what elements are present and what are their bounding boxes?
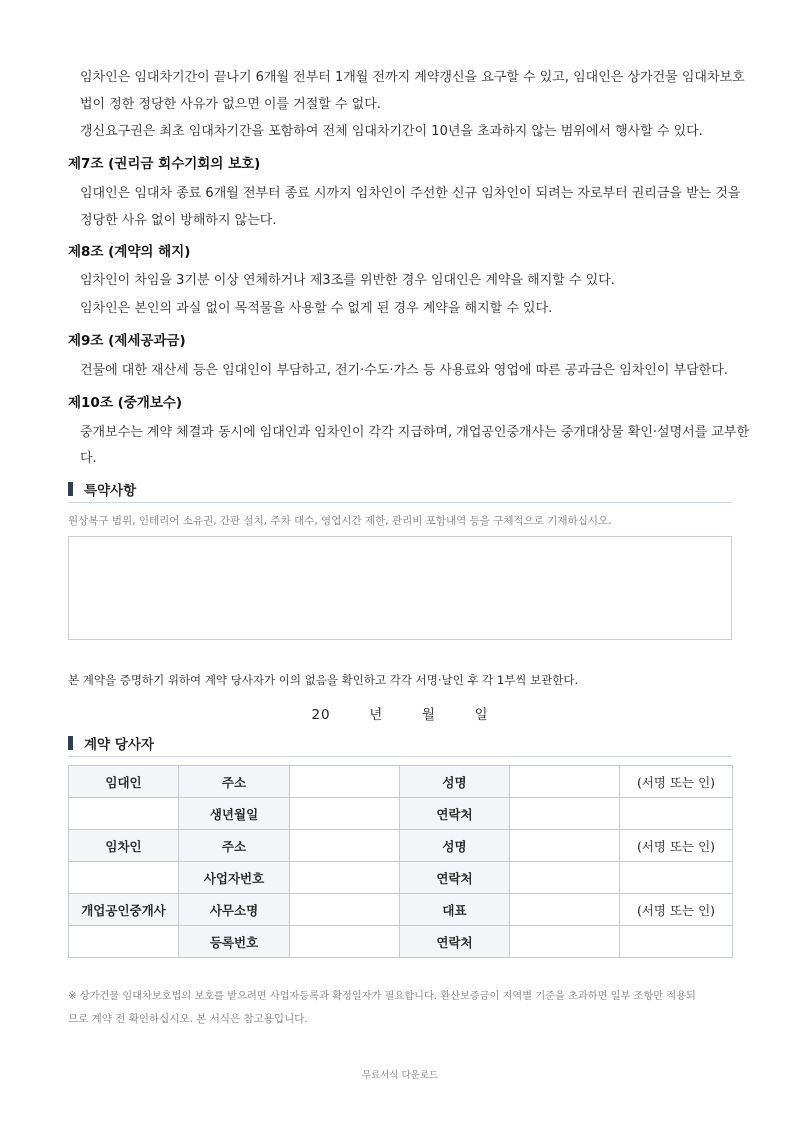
- table-row: [69, 766, 733, 798]
- signature-cell: [620, 862, 733, 894]
- table-row: [69, 830, 733, 862]
- special-terms-header: [68, 476, 732, 503]
- signature-cell[interactable]: (서명 또는 인): [620, 894, 733, 926]
- parties-table: [68, 765, 733, 958]
- legal-note-line2: 므로 계약 전 확인하십시오. 본 서식은 참고용입니다.: [68, 1013, 308, 1025]
- contract-date: [68, 703, 732, 723]
- special-terms-input[interactable]: [68, 536, 732, 640]
- lessor-address-field[interactable]: [290, 766, 400, 798]
- date-month-unit: 월: [421, 707, 436, 723]
- lessee-business-number-field[interactable]: [290, 862, 400, 894]
- article-10-line2: 다.: [80, 451, 97, 466]
- broker-office-field[interactable]: [290, 894, 400, 926]
- footer-text: 무료서식 다운로드: [361, 1070, 439, 1081]
- field-label: 연락처: [400, 926, 510, 958]
- field-label: 연락처: [400, 798, 510, 830]
- field-label: 등록번호: [179, 926, 290, 958]
- article-9-clause: 건물에 대한 재산세 등은 임대인이 부담하고, 전기·수도·가스 등 사용료와 영업에 따른 공과금은 임차인이 부담한다.: [80, 363, 728, 378]
- special-terms-heading: 특약사항: [84, 483, 137, 499]
- date-year-unit: 년: [369, 707, 384, 723]
- field-label: 연락처: [400, 862, 510, 894]
- party-cell: 임차인: [69, 830, 179, 862]
- field-label: 주소: [179, 830, 290, 862]
- article-10-title: 제10조 (중개보수): [68, 395, 183, 411]
- table-row: [69, 862, 733, 894]
- field-label: 대표: [400, 894, 510, 926]
- section-marker: [68, 482, 73, 496]
- party-cell: 임대인: [69, 766, 179, 798]
- party-cell: [69, 926, 179, 958]
- execution-statement: 본 계약을 증명하기 위하여 계약 당사자가 이의 없음을 확인하고 각각 서명·날인 후 각 1부씩 보관한다.: [68, 673, 579, 687]
- article-7-line2: 정당한 사유 없이 방해하지 않는다.: [80, 213, 277, 228]
- field-label: 성명: [400, 830, 510, 862]
- legal-note-line1: ※ 상가건물 임대차보호법의 보호를 받으려면 사업자등록과 확정일자가 필요합니다. 환산보증금이 지역별 기준을 초과하면 일부 조항만 적용되: [68, 991, 696, 1002]
- lessor-birthdate-field[interactable]: [290, 798, 400, 830]
- table-row: [69, 798, 733, 830]
- field-label: 주소: [179, 766, 290, 798]
- signature-cell: [620, 926, 733, 958]
- article-8-clause-2: 임차인은 본인의 과실 없이 목적물을 사용할 수 없게 된 경우 계약을 해지할 수 있다.: [80, 301, 553, 316]
- signature-cell: [620, 798, 733, 830]
- lessee-address-field[interactable]: [290, 830, 400, 862]
- broker-registration-field[interactable]: [290, 926, 400, 958]
- renewal-clause-line2: 법이 정한 정당한 사유가 없으면 이를 거절할 수 없다.: [80, 97, 381, 112]
- lessee-name-field[interactable]: [510, 830, 620, 862]
- renewal-limit-clause: 갱신요구권은 최초 임대차기간을 포함하여 전체 임대차기간이 10년을 초과하지 않는 범위에서 행사할 수 있다.: [80, 124, 703, 139]
- signature-cell[interactable]: (서명 또는 인): [620, 766, 733, 798]
- article-10-line1: 중개보수는 계약 체결과 동시에 임대인과 임차인이 각각 지급하며, 개업공인중개사는 중개대상물 확인·설명서를 교부한: [80, 425, 750, 440]
- party-cell: [69, 798, 179, 830]
- article-7-line1: 임대인은 임대차 종료 6개월 전부터 종료 시까지 임차인이 주선한 신규 임차인이 되려는 자로부터 권리금을 받는 것을: [80, 186, 741, 201]
- parties-heading: 계약 당사자: [84, 737, 154, 753]
- field-label: 생년월일: [179, 798, 290, 830]
- field-label: 성명: [400, 766, 510, 798]
- special-terms-hint: 원상복구 범위, 인테리어 소유권, 간판 설치, 주차 대수, 영업시간 제한, 관리비 포함내역 등을 구체적으로 기재하십시오.: [68, 515, 612, 527]
- lessor-contact-field[interactable]: [510, 798, 620, 830]
- field-label: 사업자번호: [179, 862, 290, 894]
- lessor-name-field[interactable]: [510, 766, 620, 798]
- table-row: [69, 894, 733, 926]
- party-cell: [69, 862, 179, 894]
- party-cell: 개업공인중개사: [69, 894, 179, 926]
- date-day-unit: 일: [474, 707, 489, 723]
- broker-representative-field[interactable]: [510, 894, 620, 926]
- table-row: [69, 926, 733, 958]
- broker-contact-field[interactable]: [510, 926, 620, 958]
- article-8-title: 제8조 (계약의 해지): [68, 244, 191, 260]
- article-7-title: 제7조 (권리금 회수기회의 보호): [68, 156, 261, 172]
- article-8-clause-1: 임차인이 차임을 3기분 이상 연체하거나 제3조를 위반한 경우 임대인은 계약을 해지할 수 있다.: [80, 273, 615, 288]
- renewal-clause-line1: 임차인은 임대차기간이 끝나기 6개월 전부터 1개월 전까지 계약갱신을 요구할 수 있고, 임대인은 상가건물 임대차보호: [80, 70, 745, 85]
- signature-cell[interactable]: (서명 또는 인): [620, 830, 733, 862]
- section-marker: [68, 736, 73, 750]
- date-year: 20: [311, 707, 331, 723]
- parties-header: [68, 730, 732, 757]
- field-label: 사무소명: [179, 894, 290, 926]
- lessee-contact-field[interactable]: [510, 862, 620, 894]
- article-9-title: 제9조 (제세공과금): [68, 333, 186, 349]
